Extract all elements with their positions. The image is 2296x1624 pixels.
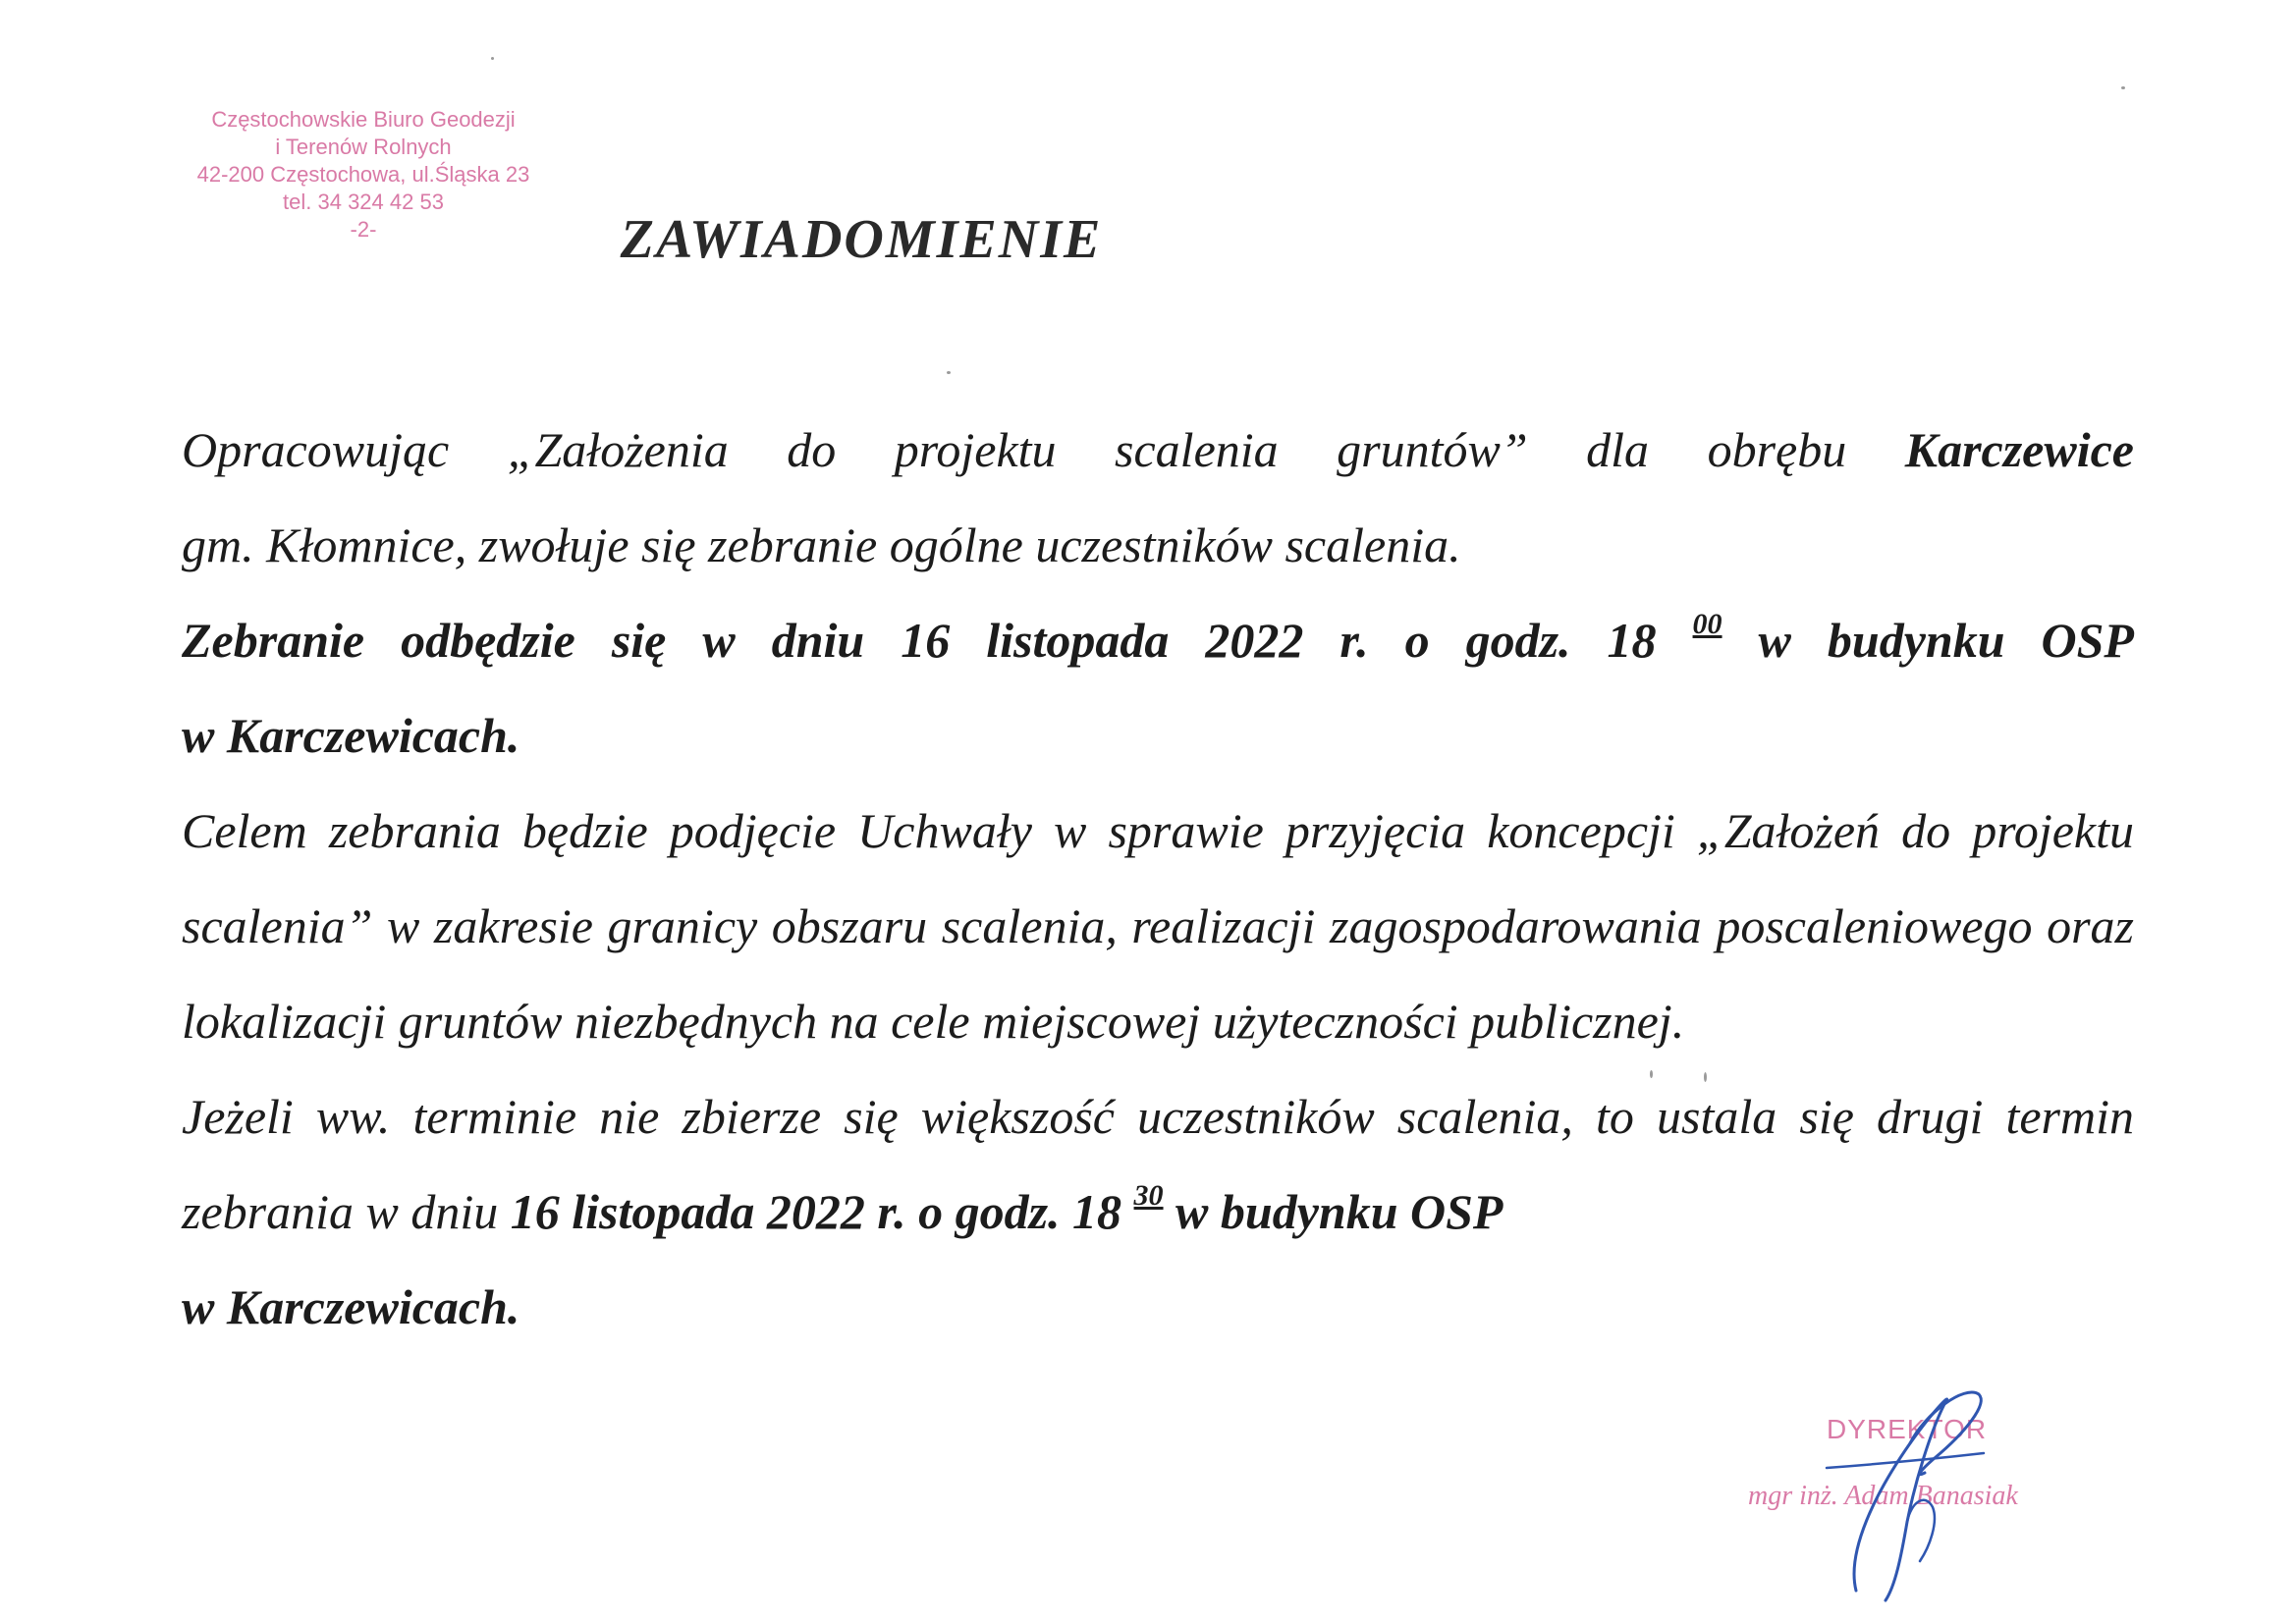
- page-title: ZAWIADOMIENIE: [620, 209, 1103, 270]
- signature-title: DYREKTOR: [1827, 1414, 1988, 1444]
- signature-block: [1728, 1375, 2121, 1610]
- stamp-line-2: i Terenów Rolnych: [275, 135, 452, 159]
- paragraph-2-line-1: [182, 593, 2134, 688]
- scan-speck: [947, 371, 951, 374]
- scan-speck: [2121, 86, 2125, 89]
- meeting-place-text: w budynku OSP: [1722, 613, 2134, 668]
- paragraph-1-text: Opracowując „Założenia do projektu scalenia gruntów” dla obrębu: [182, 422, 1905, 477]
- stamp-line-5: -2-: [350, 217, 377, 242]
- second-term-date: 16 listopada 2022 r. o godz. 18: [510, 1184, 1134, 1239]
- paragraph-4: [182, 1069, 2134, 1260]
- scan-speck: [1650, 1070, 1653, 1078]
- paragraph-1-line-1: [182, 403, 2134, 498]
- meeting-date-text: Zebranie odbędzie się w dniu 16 listopada 2022 r. o godz. 18: [182, 613, 1693, 668]
- scan-speck: [1704, 1072, 1707, 1082]
- paragraph-4-line-last: [182, 1260, 2134, 1355]
- second-term-town: w Karczewicach.: [182, 1279, 520, 1334]
- second-term-text: Jeżeli ww. terminie nie zbierze się większość uczestników scalenia, to ustala się drugi termin zebrania w dniu: [182, 1089, 2134, 1239]
- paragraph-3: Celem zebrania będzie podjęcie Uchwały w sprawie przyjęcia koncepcji „Założeń do projektu scalenia” w zakresie granicy obszaru scalenia, realizacji zagospodarowania poscaleniowego oraz lokalizacji gruntów niezbędnych na cele miejscowej użyteczności publicznej.: [182, 803, 2134, 1049]
- second-term-minutes: 30: [1133, 1179, 1164, 1212]
- meeting-minutes: 00: [1692, 608, 1722, 640]
- location-name: Karczewice: [1904, 422, 2134, 477]
- stamp-line-4: tel. 34 324 42 53: [283, 189, 444, 214]
- paragraph-2-line-2: [182, 688, 2134, 784]
- paragraph-1-line-2: gm. Kłomnice, zwołuje się zebranie ogólne uczestników scalenia.: [182, 517, 1461, 572]
- meeting-place-town: w Karczewicach.: [182, 708, 520, 763]
- notice-body: [182, 403, 2134, 1355]
- stamp-line-3: 42-200 Częstochowa, ul.Śląska 23: [196, 162, 530, 187]
- handwritten-signature: [1817, 1375, 1994, 1610]
- second-term-place: w budynku OSP: [1163, 1184, 1503, 1239]
- signature-name: mgr inż. Adam Banasiak: [1748, 1481, 2018, 1511]
- scan-speck: [491, 57, 494, 60]
- stamp-line-1: Częstochowskie Biuro Geodezji: [211, 107, 516, 132]
